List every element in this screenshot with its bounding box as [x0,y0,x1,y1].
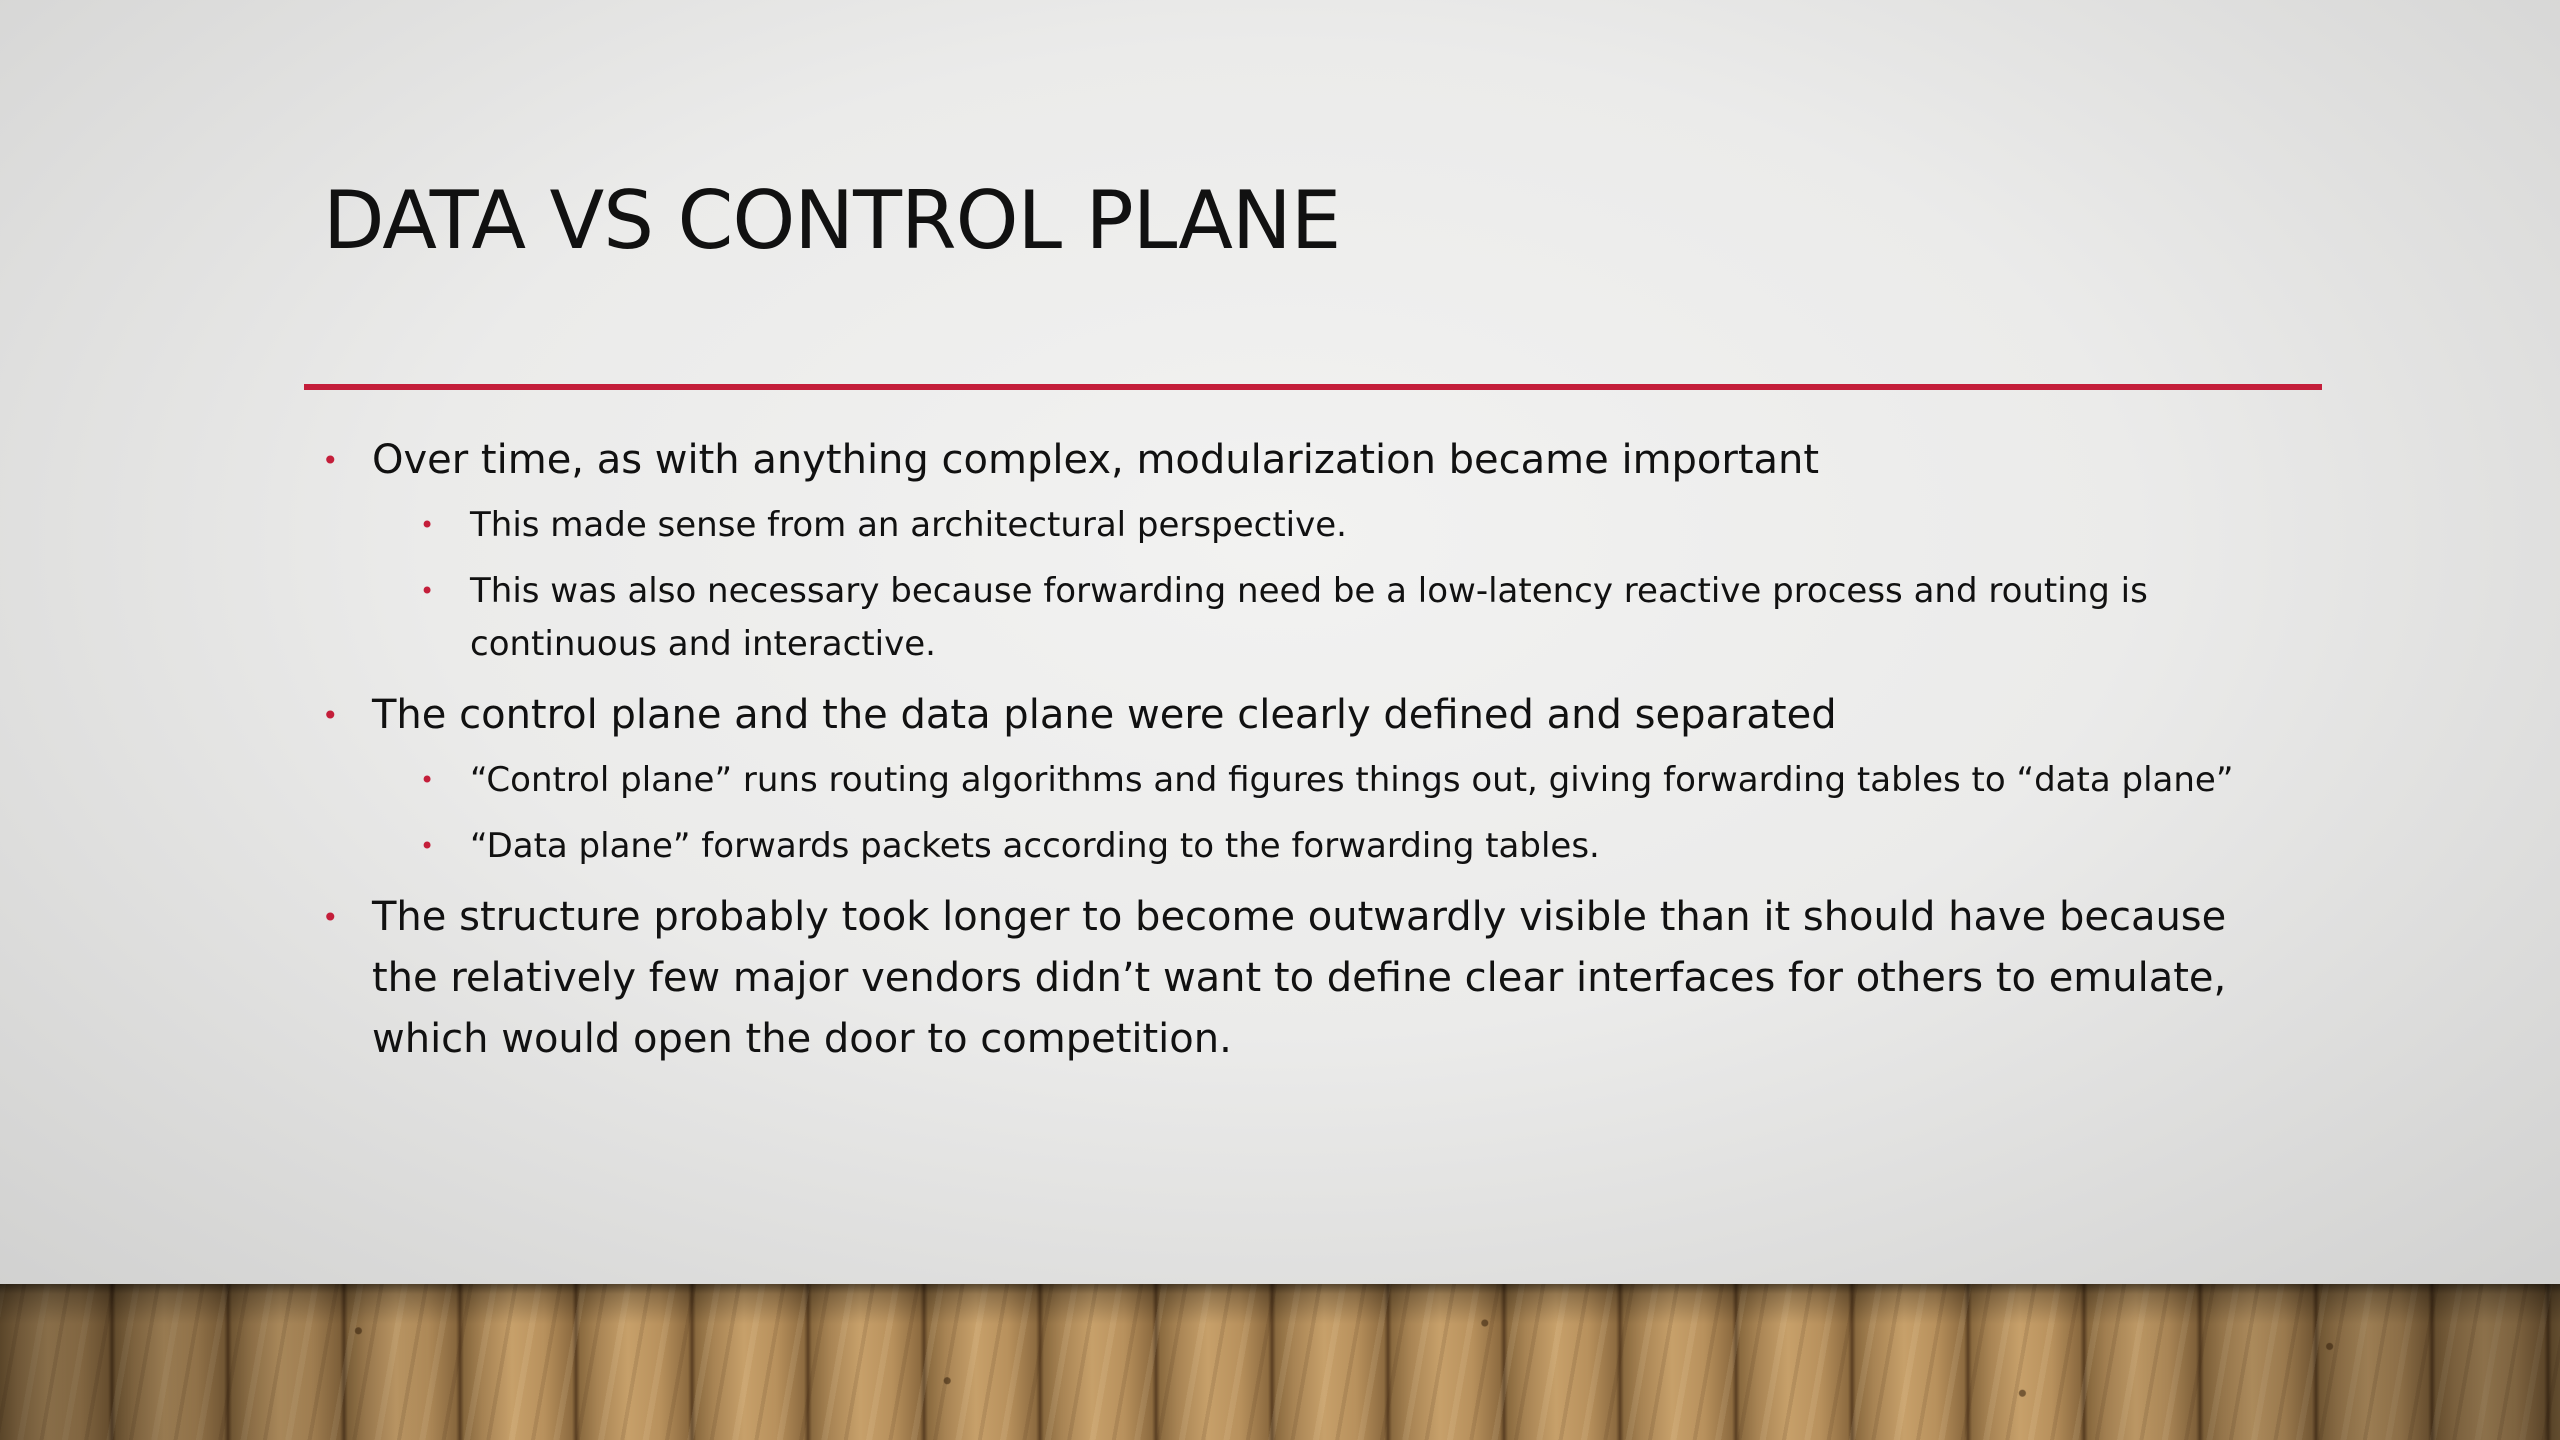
bullet-text: The control plane and the data plane were clearly defined and separated [372,692,1837,738]
bullet-icon: • [420,832,435,860]
sub-bullet-text: This was also necessary because forwarding need be a low-latency reactive process and routing is continuous and interactive. [470,571,2148,664]
bullet-list [322,430,2302,1084]
sub-bullet-item [420,499,2302,552]
sub-bullet-item [420,820,2302,873]
sub-bullet-text: “Data plane” forwards packets according to the forwarding tables. [470,826,1600,866]
bullet-icon: • [322,699,339,732]
bullet-item [322,685,2302,873]
sub-bullet-list [372,499,2302,671]
bullet-item [322,430,2302,671]
title-divider-line [304,384,2322,390]
bullet-icon: • [322,444,339,477]
sub-bullet-text: This made sense from an architectural perspective. [470,505,1347,545]
bullet-item [322,887,2302,1070]
bullet-icon: • [420,577,435,605]
bullet-icon: • [322,901,339,934]
bullet-icon: • [420,766,435,794]
sub-bullet-text: “Control plane” runs routing algorithms and figures things out, giving forwarding tables to “data plane” [470,760,2234,800]
sub-bullet-list [372,754,2302,873]
bullet-text: The structure probably took longer to become outwardly visible than it should have because the relatively few major vendors didn’t want to define clear interfaces for others to emulate, which would open the door to competition. [372,894,2227,1062]
bullet-text: Over time, as with anything complex, modularization became important [372,437,1820,483]
slide-background-floor [0,1284,2560,1440]
sub-bullet-item [420,565,2302,671]
slide-title: DATA VS CONTROL PLANE [323,174,1341,267]
bullet-icon: • [420,511,435,539]
sub-bullet-item [420,754,2302,807]
